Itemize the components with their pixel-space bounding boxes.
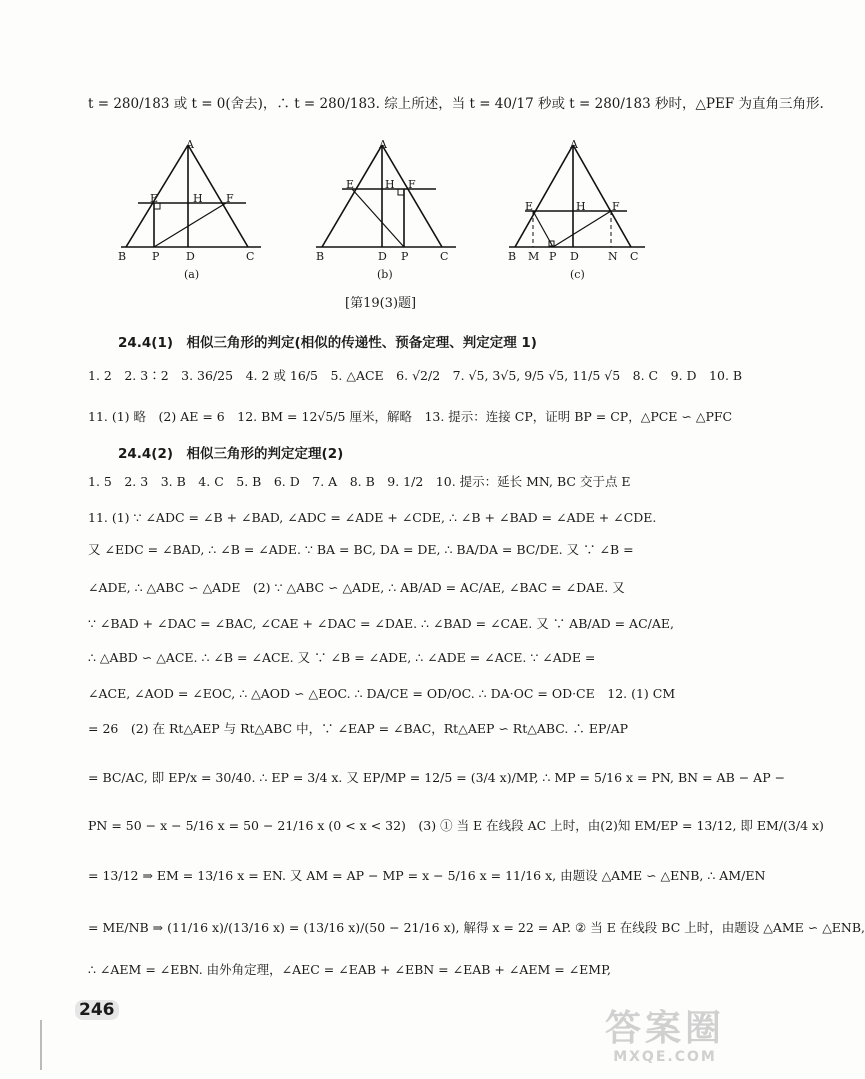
label-C: C — [630, 250, 639, 263]
label-E: E — [150, 192, 159, 205]
label-N: N — [608, 250, 618, 263]
label-D: D — [378, 250, 387, 263]
answer-line: PN = 50 − x − 5/16 x = 50 − 21/16 x (0 < x < 32) (3) ① 当 E 在线段 AC 上时，由(2)知 EM/EP = 13/12, 即 EM/(3/4 x) — [88, 818, 824, 833]
answer-line: = 13/12 ⇒ EM = 13/16 x = EN. 又 AM = AP − MP = x − 5/16 x = 11/16 x, 由题设 △AME ∽ △ENB, ∴ AM/EN — [88, 868, 766, 883]
page-fold-shadow — [40, 1020, 42, 1070]
label-C: C — [440, 250, 449, 263]
label-P: P — [152, 250, 160, 263]
label-C: C — [246, 250, 255, 263]
figure-a-caption: (a) — [184, 268, 200, 281]
answer-line: 又 ∠EDC = ∠BAD, ∴ ∠B = ∠ADE. ∵ BA = BC, DA = DE, ∴ BA/DA = BC/DE. 又 ∵ ∠B = — [88, 542, 634, 557]
label-F: F — [408, 178, 416, 191]
answer-line: ∴ △ABD ∽ △ACE. ∴ ∠B = ∠ACE. 又 ∵ ∠B = ∠ADE, ∴ ∠ADE = ∠ACE. ∵ ∠ADE = — [88, 650, 596, 665]
figure-b-diagram — [308, 135, 463, 265]
label-D: D — [186, 250, 195, 263]
label-F: F — [612, 200, 620, 213]
label-H: H — [576, 200, 586, 213]
answer-line: ∠ADE, ∴ △ABC ∽ △ADE (2) ∵ △ABC ∽ △ADE, ∴ AB/AD = AC/AE, ∠BAC = ∠DAE. 又 — [88, 580, 625, 595]
label-B: B — [118, 250, 127, 263]
answer-line: ∵ ∠BAD + ∠DAC = ∠BAC, ∠CAE + ∠DAC = ∠DAE. ∴ ∠BAD = ∠CAE. 又 ∵ AB/AD = AC/AE, — [88, 616, 674, 631]
label-A: A — [570, 138, 578, 151]
label-P: P — [401, 250, 409, 263]
figure-title: [第19(3)题] — [345, 296, 417, 311]
label-E: E — [525, 200, 534, 213]
figure-b-caption: (b) — [377, 268, 393, 281]
answer-line: = BC/AC, 即 EP/x = 30/40. ∴ EP = 3/4 x. 又 EP/MP = 12/5 = (3/4 x)/MP, ∴ MP = 5/16 x = PN, BN = AB − AP − — [88, 770, 786, 785]
label-M: M — [528, 250, 540, 263]
answer-line: 1. 2 2. 3∶2 3. 36/25 4. 2 或 16/5 5. △ACE 6. √2/2 7. √5, 3√5, 9/5 √5, 11/5 √5 8. C 9. D 10. B — [88, 368, 743, 383]
answer-line: = 26 (2) 在 Rt△AEP 与 Rt△ABC 中，∵ ∠EAP = ∠BAC，Rt△AEP ∽ Rt△ABC. ∴ EP/AP — [88, 721, 629, 736]
answer-line: = ME/NB ⇒ (11/16 x)/(13/16 x) = (13/16 x)/(50 − 21/16 x), 解得 x = 22 = AP. ② 当 E 在线段 BC 上时，由题设 △AME ∽ △ENB, — [88, 920, 865, 935]
label-H: H — [193, 192, 203, 205]
label-P: P — [549, 250, 557, 263]
answer-line: 11. (1) 略 (2) AE = 6 12. BM = 12√5/5 厘米，解略 13. 提示：连接 CP，证明 BP = CP，△PCE ∽ △PFC — [88, 409, 733, 424]
solution-text-line: t = 280/183 或 t = 0(舍去)，∴ t = 280/183. 综上所述，当 t = 40/17 秒或 t = 280/183 秒时，△PEF 为直角三角形. — [88, 96, 824, 112]
figure-c-caption: (c) — [570, 268, 585, 281]
label-F: F — [226, 192, 234, 205]
answer-line: 1. 5 2. 3 3. B 4. C 5. B 6. D 7. A 8. B 9. 1/2 10. 提示：延长 MN, BC 交于点 E — [88, 474, 631, 489]
label-E: E — [346, 178, 355, 191]
page-number: 246 — [75, 1000, 119, 1020]
watermark-logo: 答案圈 MXQE.COM — [604, 1008, 725, 1065]
label-B: B — [316, 250, 325, 263]
label-D: D — [570, 250, 579, 263]
label-H: H — [385, 178, 395, 191]
section-title: 24.4(1) 相似三角形的判定(相似的传递性、预备定理、判定定理 1) — [118, 335, 537, 351]
section-title: 24.4(2) 相似三角形的判定定理(2) — [118, 446, 344, 462]
label-A: A — [379, 138, 387, 151]
answer-line: ∠ACE, ∠AOD = ∠EOC, ∴ △AOD ∽ △EOC. ∴ DA/CE = OD/OC. ∴ DA·OC = OD·CE 12. (1) CM — [88, 686, 676, 701]
label-B: B — [508, 250, 517, 263]
answer-line: ∴ ∠AEM = ∠EBN. 由外角定理，∠AEC = ∠EAB + ∠EBN = ∠EAB + ∠AEM = ∠EMP, — [88, 962, 611, 977]
answer-line: 11. (1) ∵ ∠ADC = ∠B + ∠BAD, ∠ADC = ∠ADE + ∠CDE, ∴ ∠B + ∠BAD = ∠ADE + ∠CDE. — [88, 510, 657, 525]
label-A: A — [186, 138, 194, 151]
